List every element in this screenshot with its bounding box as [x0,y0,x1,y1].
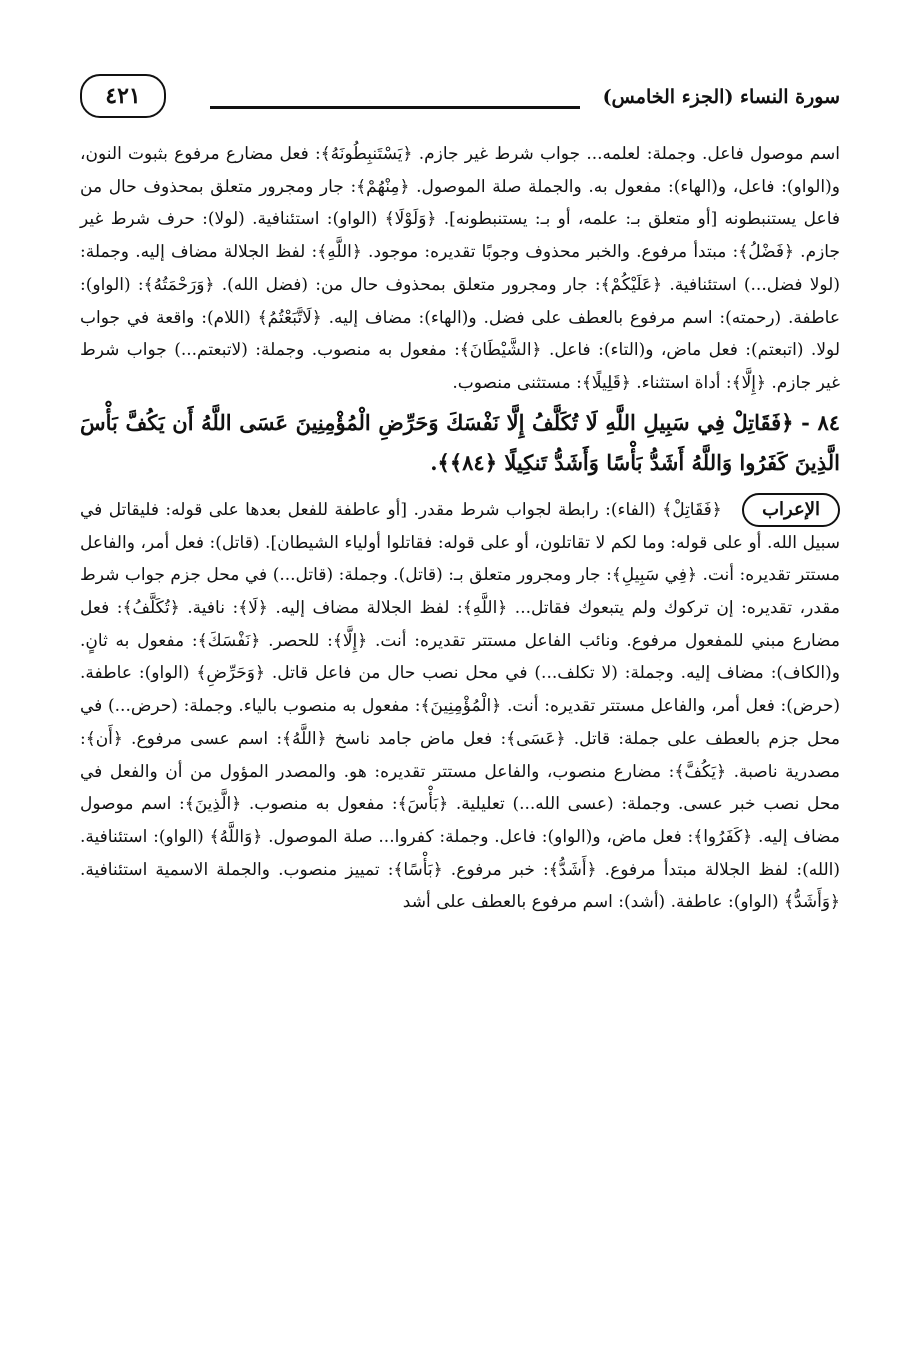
header-rule [210,106,580,109]
irab-section-label: الإعراب [742,493,840,527]
page-number-badge: ٤٢١ [80,74,166,118]
irab-text: ﴿فَقَاتِلْ﴾ (الفاء): رابطة لجواب شرط مقدر. [أو عاطفة للفعل بعدها على قوله: فليقاتل في سبيل الله. أو على قوله: وما لكم لا تقاتلون، أو على قوله: فقاتلوا أولياء الشيطان]. (قاتل): فعل أمر، والفاعل مستتر تقديره: أنت. ﴿فِي سَبِيلِ﴾: جار ومجرور متعلق بـ: (قاتل). وجملة: (قاتل...) في محل جزم جواب شرط مقدر، تقديره: إن تركوك ولم يتبعوك فقاتل... ﴿اللَّهِ﴾: لفظ الجلالة مضاف إليه. ﴿لَا﴾: نافية. ﴿تُكَلَّفُ﴾: فعل مضارع مبني للمفعول مرفوع. ونائب الفاعل مستتر تقديره: أنت. ﴿إِلَّا﴾: للحصر. ﴿نَفْسَكَ﴾: مفعول به ثانٍ. و(الكاف): مضاف إليه. وجملة: (لا تكلف...) في محل نصب حال من فاعل قاتل. ﴿وَحَرِّضِ﴾ (الواو): عاطفة. (حرض): فعل أمر، والفاعل مستتر تقديره: أنت. ﴿الْمُؤْمِنِينَ﴾: مفعول به منصوب بالياء. وجملة: (حرض...) في محل جزم بالعطف على جملة: قاتل. ﴿عَسَى﴾: فعل ماض جامد ناسخ ﴿اللَّهُ﴾: اسم عسى مرفوع. ﴿أَن﴾: مصدرية ناصبة. ﴿يَكُفَّ﴾: مضارع منصوب، والفاعل مستتر تقديره: هو. والمصدر المؤول من أن والفعل في محل نصب خبر عسى. وجملة: (عسى الله...) تعليلية. ﴿بَأْسَ﴾: مفعول به منصوب. ﴿الَّذِينَ﴾: اسم موصول مضاف إليه. ﴿كَفَرُوا﴾: فعل ماض، و(الواو): فاعل. وجملة: كفروا... صلة الموصول. ﴿وَاللَّهُ﴾ (الواو): استئنافية. (الله): لفظ الجلالة مبتدأ مرفوع. ﴿أَشَدُّ﴾: خبر مرفوع. ﴿بَأْسًا﴾: تمييز منصوب. والجملة الاسمية استئنافية. ﴿وَأَشَدُّ﴾ (الواو): عاطفة. (أشد): اسم مرفوع بالعطف على أشد [80,499,840,913]
quran-verse-84: ٨٤ - ﴿فَقَاتِلْ فِي سَبِيلِ اللَّهِ لَا تُكَلَّفُ إِلَّا نَفْسَكَ وَحَرِّضِ الْمُؤْمِنِينَ عَسَى اللَّهُ أَن يَكُفَّ بَأْسَ الَّذِينَ كَفَرُوا وَاللَّهُ أَشَدُّ بَأْسًا وَأَشَدُّ تَنكِيلًا ﴿٨٤﴾﴾. [80,409,840,475]
irab-paragraph [80,493,840,919]
paragraph-irab-continued: اسم موصول فاعل. وجملة: لعلمه... جواب شرط غير جازم. ﴿يَسْتَنبِطُونَهُ﴾: فعل مضارع مرفوع بثبوت النون، و(الواو): فاعل، و(الهاء): مفعول به. والجملة صلة الموصول. ﴿مِنْهُمْ﴾: جار ومجرور متعلق بمحذوف حال من فاعل يستنبطونه [أو متعلق بـ: علمه، أو بـ: يستنبطونه]. ﴿وَلَوْلَا﴾ (الواو): استئنافية. (لولا): حرف شرط غير جازم. ﴿فَضْلُ﴾: مبتدأ مرفوع. والخبر محذوف وجوبًا تقديره: موجود. ﴿اللَّهِ﴾: لفظ الجلالة مضاف إليه. وجملة: (لولا فضل...) استئنافية. ﴿عَلَيْكُمْ﴾: جار ومجرور متعلق بمحذوف حال من: (فضل الله). ﴿وَرَحْمَتُهُ﴾: (الواو): عاطفة. (رحمته): اسم مرفوع بالعطف على فضل. و(الهاء): مضاف إليه. ﴿لَاتَّبَعْتُمُ﴾ (اللام): واقعة في جواب لولا. (اتبعتم): فعل ماض، و(التاء): فاعل. ﴿الشَّيْطَانَ﴾: مفعول به منصوب. وجملة: (لاتبعتم...) جواب شرط غير جازم. ﴿إِلَّا﴾: أداة استثناء. ﴿قَلِيلًا﴾: مستثنى منصوب. [80,144,840,393]
header-title: سورة النساء (الجزء الخامس) [602,86,840,108]
page-body [80,138,840,919]
page-header [80,66,840,126]
